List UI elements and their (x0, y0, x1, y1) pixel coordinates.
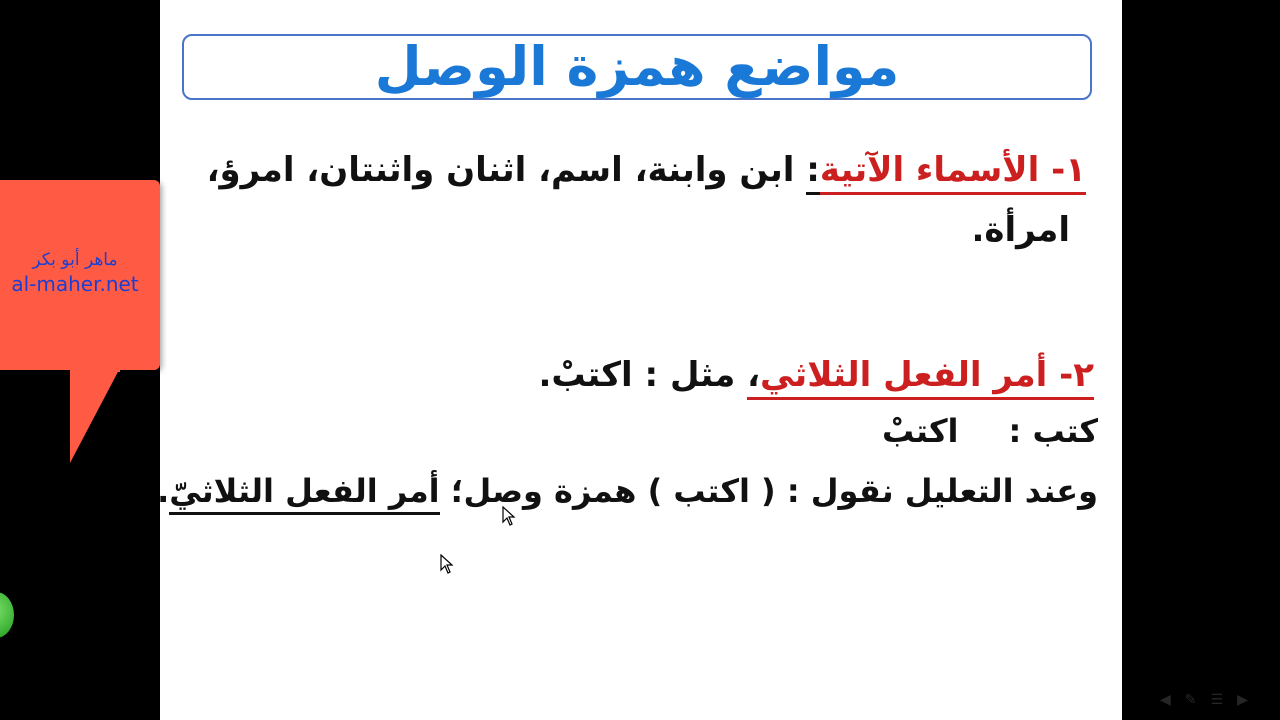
point-1-colon: : (806, 150, 820, 195)
point-2-line (539, 355, 1095, 395)
example-line (882, 412, 1098, 450)
watermark-arabic-name: ماهر أبو بكر (32, 250, 118, 270)
reasoning-text: وعند التعليل نقول : ( اكتب ) همزة وصل؛ (439, 472, 1098, 510)
slideshow-controls[interactable] (1160, 692, 1248, 708)
point-1-label: ١- الأسماء الآتية (820, 150, 1086, 195)
reasoning-underlined: أمر الفعل الثلاثيّ (169, 472, 439, 515)
watermark-site: al-maher.net (11, 272, 139, 296)
point-1-continuation (972, 210, 1071, 250)
reasoning-end: . (157, 472, 170, 510)
menu-icon[interactable]: ☰ (1210, 692, 1224, 708)
point-1-line (207, 150, 1086, 190)
watermark-callout (0, 180, 160, 370)
slide (157, 0, 1248, 720)
slide-title: مواضع همزة الوصل (374, 35, 900, 98)
reasoning-line (157, 472, 1098, 510)
point-2-comma: ، (747, 355, 760, 400)
callout-tail-join (70, 368, 120, 372)
green-record-icon[interactable] (0, 592, 14, 638)
pen-icon[interactable]: ✎ (1184, 692, 1197, 708)
point-2-text: مثل : اكتبْ. (538, 355, 748, 395)
point-1-text: ابن وابنة، اسم، اثنان واثنتان، امرؤ، (206, 150, 807, 190)
title-box (182, 34, 1092, 100)
callout-tail (70, 368, 120, 463)
example-imperative: اكتبْ (882, 412, 959, 450)
point-2-label: ٢- أمر الفعل الثلاثي (760, 355, 1094, 400)
point-1-text-cont: امرأة. (971, 210, 1070, 250)
next-slide-icon[interactable]: ▶ (1237, 692, 1248, 708)
example-verb: كتب : (1008, 412, 1098, 450)
prev-slide-icon[interactable]: ◀ (1160, 692, 1171, 708)
